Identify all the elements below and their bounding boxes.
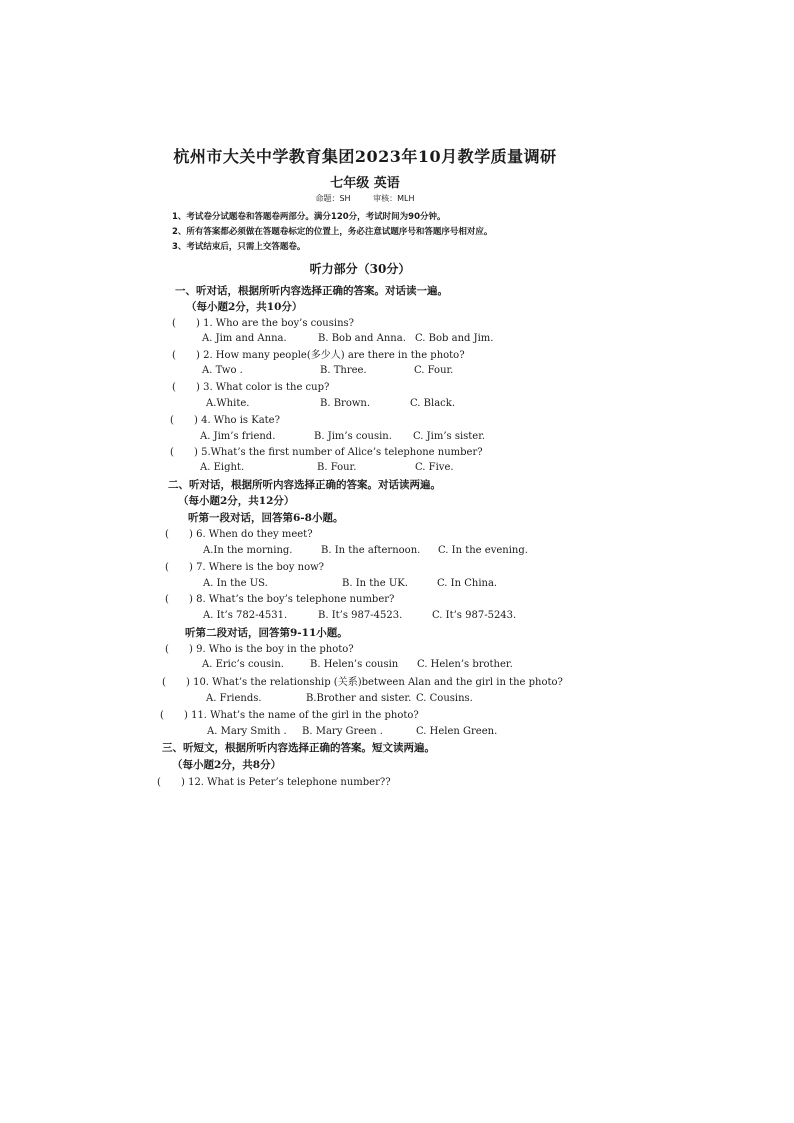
option-b: B. Three. <box>320 365 367 376</box>
answer-paren[interactable]: ( <box>170 447 174 458</box>
option-b: B. Jim’s cousin. <box>314 431 392 442</box>
question-5 <box>170 446 483 460</box>
option-c: C. It’s 987-5243. <box>432 610 517 621</box>
question-stem: ) 7. Where is the boy now? <box>189 562 325 573</box>
part2-score: （每小题2分，共12分） <box>178 495 295 507</box>
option-c: C. Five. <box>415 462 454 473</box>
part2-sub1: 听第一段对话，回答第6-8小题。 <box>188 512 344 524</box>
reviewer-label: 审核：MLH <box>373 194 415 203</box>
question-stem: ) 1. Who are the boy’s cousins? <box>196 318 354 329</box>
question-stem: ) 2. How many people(多少人) are there in the photo? <box>196 350 465 361</box>
answer-paren[interactable]: ( <box>157 777 161 788</box>
section-title: 听力部分（30分） <box>309 262 411 276</box>
option-a: A. In the US. <box>203 578 268 589</box>
option-c: C. In the evening. <box>438 545 528 556</box>
question-10 <box>162 676 563 690</box>
option-a: A. Jim’s friend. <box>200 431 276 442</box>
option-b: B. In the UK. <box>342 578 408 589</box>
option-a: A. Eric’s cousin. <box>202 659 284 670</box>
question-stem: ) 8. What’s the boy’s telephone number? <box>189 594 395 605</box>
option-c: C. Black. <box>410 398 455 409</box>
option-b: B. Four. <box>317 462 357 473</box>
option-c: C. In China. <box>437 578 498 589</box>
exam-subtitle: 七年级 英语 <box>330 176 400 191</box>
exam-meta <box>0 193 730 204</box>
answer-paren[interactable]: ( <box>172 382 176 393</box>
answer-paren[interactable]: ( <box>160 710 164 721</box>
option-c: C. Cousins. <box>416 693 473 704</box>
option-b: B.Brother and sister. <box>306 693 412 704</box>
question-stem: ) 5.What’s the first number of Alice’s telephone number? <box>194 447 483 458</box>
question-stem: ) 11. What’s the name of the girl in the photo? <box>184 710 419 721</box>
option-c: C. Helen Green. <box>416 726 498 737</box>
author-label: 命题：SH <box>315 194 351 203</box>
note-2: 2、所有答案都必须做在答题卷标定的位置上，务必注意试题序号和答题序号相对应。 <box>172 227 493 237</box>
option-a: A. Eight. <box>200 462 245 473</box>
question-4 <box>170 414 280 428</box>
question-7 <box>165 561 324 575</box>
question-11 <box>160 709 419 723</box>
question-stem: ) 4. Who is Kate? <box>194 415 280 426</box>
question-stem: ) 3. What color is the cup? <box>196 382 330 393</box>
exam-notes <box>172 210 492 255</box>
option-c: C. Helen’s brother. <box>417 659 513 670</box>
question-stem: ) 9. Who is the boy in the photo? <box>189 644 354 655</box>
option-a: A. It’s 782-4531. <box>203 610 288 621</box>
answer-paren[interactable]: ( <box>172 350 176 361</box>
answer-paren[interactable]: ( <box>165 562 169 573</box>
part3-instruction: 三、听短文，根据所听内容选择正确的答案。短文读两遍。 <box>162 742 435 754</box>
answer-paren[interactable]: ( <box>170 415 174 426</box>
question-9 <box>165 643 354 657</box>
option-b: B. Brown. <box>320 398 371 409</box>
part1-score: （每小题2分，共10分） <box>186 301 303 313</box>
question-6 <box>165 528 313 542</box>
option-c: C. Four. <box>414 365 454 376</box>
question-3 <box>172 381 329 395</box>
question-12 <box>157 776 391 790</box>
question-stem: ) 6. When do they meet? <box>189 529 313 540</box>
option-c: C. Bob and Jim. <box>415 333 494 344</box>
option-a: A. Two . <box>202 365 243 376</box>
option-a: A. Mary Smith . <box>207 726 287 737</box>
option-b: B. Helen’s cousin <box>310 659 399 670</box>
answer-paren[interactable]: ( <box>172 318 176 329</box>
note-3: 3、考试结束后，只需上交答题卷。 <box>172 242 306 252</box>
option-c: C. Jim’s sister. <box>413 431 486 442</box>
option-b: B. In the afternoon. <box>321 545 421 556</box>
option-a: A. Friends. <box>206 693 262 704</box>
option-a: A.In the morning. <box>203 545 293 556</box>
option-a: A. Jim and Anna. <box>202 333 287 344</box>
question-1 <box>172 317 354 331</box>
option-b: B. Mary Green . <box>302 726 383 737</box>
part1-instruction: 一、听对话，根据所听内容选择正确的答案。对话读一遍。 <box>175 285 448 297</box>
option-b: B. Bob and Anna. <box>318 333 406 344</box>
part2-instruction: 二、听对话，根据所听内容选择正确的答案。对话读两遍。 <box>168 479 441 491</box>
answer-paren[interactable]: ( <box>165 644 169 655</box>
note-1: 1、考试卷分试题卷和答题卷两部分。满分120分，考试时间为90分钟。 <box>172 212 446 222</box>
option-a: A.White. <box>206 398 250 409</box>
question-stem: ) 12. What is Peter’s telephone number?? <box>181 777 391 788</box>
answer-paren[interactable]: ( <box>162 677 166 688</box>
question-2 <box>172 349 465 363</box>
option-b: B. It’s 987-4523. <box>318 610 403 621</box>
exam-title: 杭州市大关中学教育集团2023年10月教学质量调研 <box>173 147 557 166</box>
part3-score: （每小题2分，共8分） <box>172 759 282 771</box>
question-stem: ) 10. What’s the relationship (关系)between Alan and the girl in the photo? <box>186 677 563 688</box>
question-8 <box>165 593 394 607</box>
part2-sub2: 听第二段对话，回答第9-11小题。 <box>185 627 348 639</box>
answer-paren[interactable]: ( <box>165 529 169 540</box>
answer-paren[interactable]: ( <box>165 594 169 605</box>
